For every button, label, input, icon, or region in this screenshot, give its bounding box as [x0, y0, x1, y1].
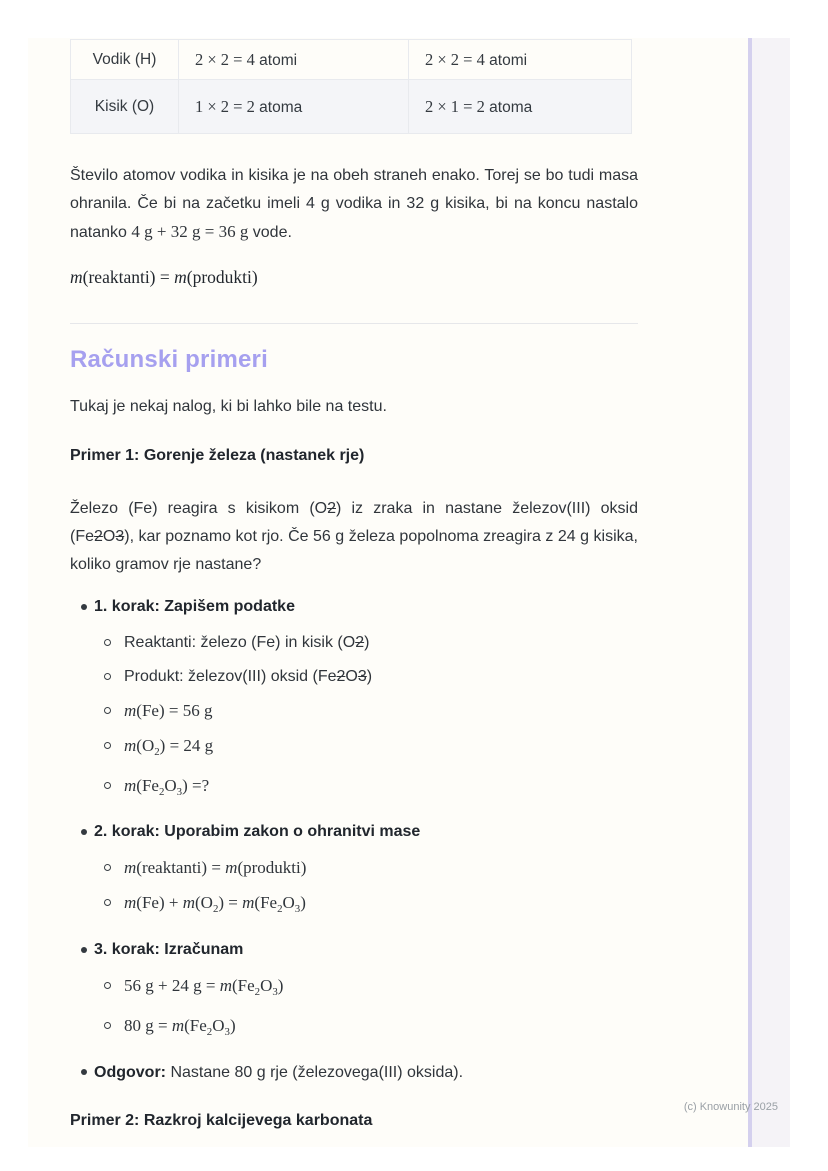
mass-conservation-formula: m(reaktanti) = m(produkti): [70, 267, 258, 287]
section-lead: Tukaj je nekaj nalog, ki bi lahko bile na testu.: [70, 398, 387, 415]
list-item: 56 g + 24 $g = m(Fe_2O_3)$: [94, 976, 638, 1002]
document-card: [28, 38, 790, 1147]
step-item: [70, 822, 638, 919]
answer-item: Odgovor: Nastane 80 g rje (železovega(III) oksida).: [70, 1062, 638, 1084]
example2-heading: Primer 2: Razkroj kalcijevega karbonata: [70, 1111, 373, 1129]
document-content: [70, 38, 638, 1132]
step-title: 3. korak: Izračunam: [94, 940, 244, 958]
example1-heading: Primer 1: Gorenje železa (nastanek rje): [70, 447, 365, 464]
list-item: $m(O_2) = 24$ g: [94, 736, 638, 762]
page-edge-strip: [752, 38, 790, 1147]
atom-count-table: [70, 39, 632, 134]
step-item: [70, 940, 638, 1042]
list-item: 80 $g = m(Fe_2O_3)$: [94, 1016, 638, 1042]
intro-paragraph: Število atomov vodika in kisika je na obeh straneh enako. Torej se bo tudi masa ohranila. Če bi na začetku imeli 4 g vodika in 32 g kisika, bi na koncu nastalo natanko 4 g + 32 g = 36 g vode.: [70, 167, 638, 241]
page-edge-line: [748, 38, 752, 1147]
table-cell-element: Kisik (O): [71, 80, 179, 134]
list-item: $m(Fe) + m(O_2) = m(Fe_2O_3)$: [94, 893, 638, 919]
example1-body: Železo (Fe) reagira s kisikom (O2) iz zraka in nastane železov(III) oksid (Fe2O3), kar poznamo kot rjo. Če 56 g železa popolnoma zreagira z 24 g kisika, koliko gramov rje nastane?: [70, 500, 638, 573]
list-item: Reaktanti: železo (Fe) in kisik (O2): [94, 633, 638, 653]
step-title: 2. korak: Uporabim zakon o ohranitvi mase: [94, 823, 421, 841]
list-item: $m(Fe_2O_3)$ =?: [94, 776, 638, 802]
section-divider: [70, 323, 638, 324]
copyright-notice: (c) Knowunity 2025: [683, 1101, 778, 1113]
table-row: [71, 40, 632, 80]
section-title: Računski primeri: [70, 346, 268, 373]
step-item: [70, 597, 638, 802]
step-sublist: [94, 633, 638, 802]
table-cell-left-side: 2 × 2 = 4 atomi: [179, 40, 409, 80]
step-sublist: [94, 858, 638, 919]
table-cell-element: Vodik (H): [71, 40, 179, 80]
list-item: m(Fe) = 56 g: [94, 701, 638, 722]
step-title: 1. korak: Zapišem podatke: [94, 598, 295, 615]
list-item: m(reaktanti) = m(produkti): [94, 858, 638, 879]
table-cell-left-side: 1 × 2 = 2 atoma: [179, 80, 409, 134]
example1-steps-list: [70, 597, 638, 1084]
table-row: [71, 80, 632, 134]
table-cell-right-side: 2 × 2 = 4 atomi: [409, 40, 632, 80]
list-item: Produkt: železov(III) oksid (Fe2O3): [94, 667, 638, 687]
table-cell-right-side: 2 × 1 = 2 atoma: [409, 80, 632, 134]
step-sublist: [94, 976, 638, 1042]
